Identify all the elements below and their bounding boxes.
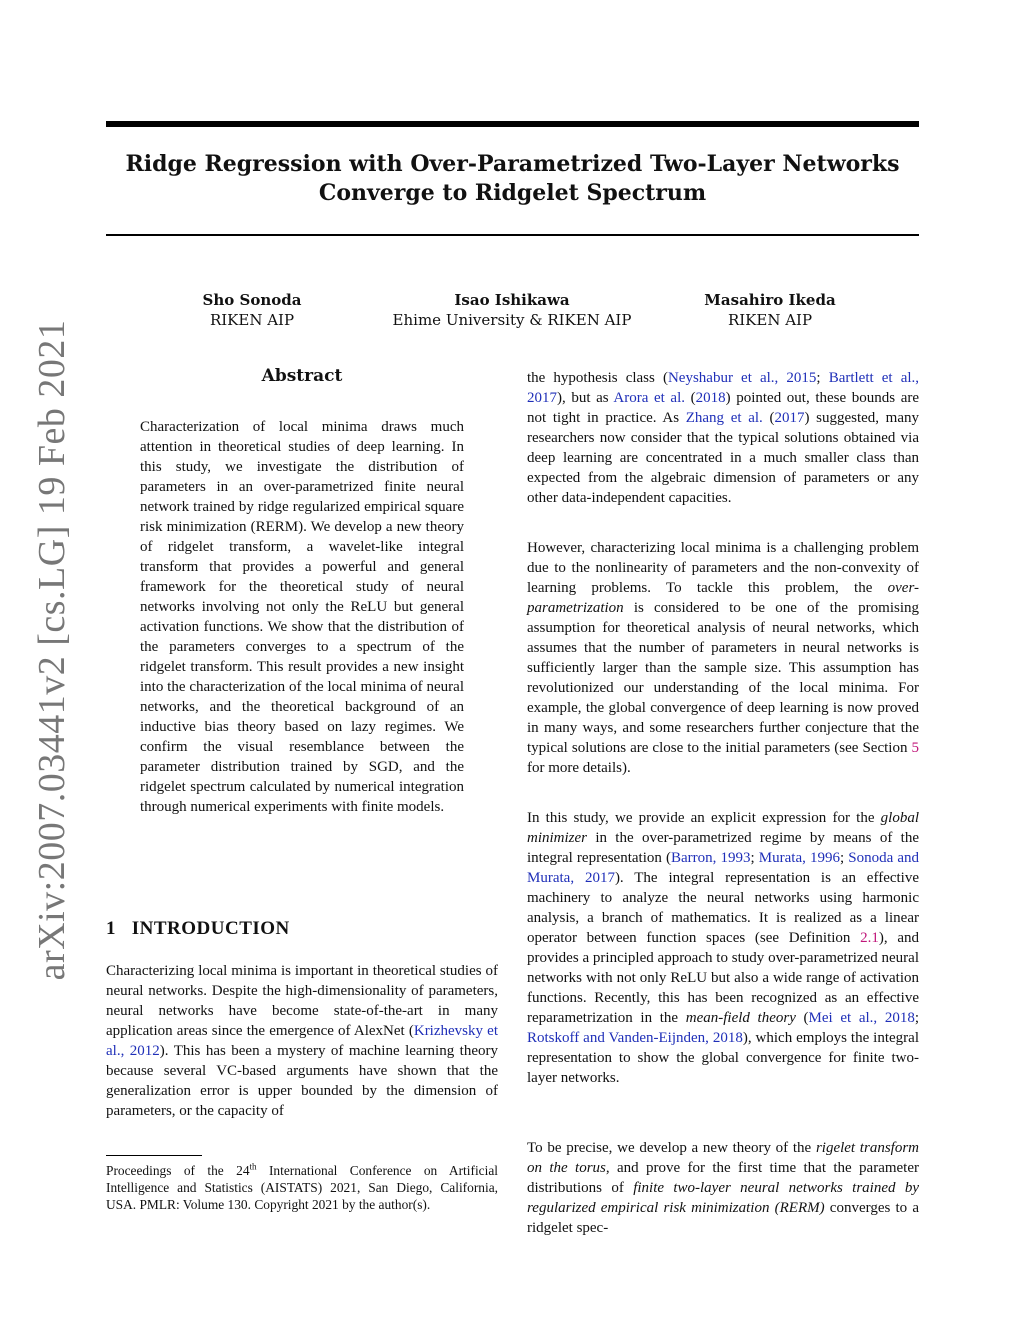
arxiv-identifier-stamp: arXiv:2007.03441v2 [cs.LG] 19 Feb 2021 xyxy=(31,319,73,981)
section-reference-link[interactable]: 5 xyxy=(911,740,919,756)
citation-link[interactable]: 2018 xyxy=(695,390,726,406)
definition-reference-link[interactable]: 2.1 xyxy=(860,930,879,946)
author-block xyxy=(380,290,644,330)
emphasis: global minimizer xyxy=(527,810,919,846)
abstract-heading: Abstract xyxy=(261,366,343,386)
text-run: in the over-parametrized regime by means of the integral representation ( xyxy=(527,830,919,866)
text-run: However, characterizing local minima is a challenging problem due to the nonlinearity of parameters and the non-convexity of learning problems. To tackle this problem, the xyxy=(527,540,919,596)
text-run: ). This has been a mystery of machine learning theory because several VC-based arguments have shown that the generalization error is upper bounded by the dimension of parameters, or the capacity of xyxy=(106,1043,498,1119)
title-bottom-rule xyxy=(106,234,919,236)
author-affiliation: Ehime University & RIKEN AIP xyxy=(392,311,632,329)
citation-link[interactable]: Rotskoff and Vanden-Eijnden, 2018 xyxy=(527,1030,743,1046)
author-block xyxy=(668,290,872,330)
citation-author: Krizhevsky et al. xyxy=(106,1023,498,1059)
citation-author: Bartlett et al. xyxy=(828,370,916,386)
text-run: ) suggested, many researchers now consider that the typical solutions obtained via deep learning are concentrated in a much smaller class than expected from the algebraic dimension of parameters or any other data-independent capacities. xyxy=(527,410,920,506)
text-run: Proceedings of the 24 xyxy=(106,1163,250,1178)
citation-author: Sonoda and Murata xyxy=(527,850,919,886)
author-name: Sho Sonoda xyxy=(202,291,302,309)
text-run: the hypothesis class ( xyxy=(527,370,668,386)
citation-link[interactable]: 2017 xyxy=(774,410,805,426)
citation-year: 2015 xyxy=(786,370,817,386)
citation-year: 2017 xyxy=(584,870,615,886)
intro-paragraph xyxy=(106,961,498,1121)
citation-link[interactable]: Zhang et al. xyxy=(685,410,763,426)
body-paragraph: the hypothesis class (Neyshabur et al., 2015; Bartlett et al., 2017), but as Arora et al. (2018) pointed out, these bounds are not tight in practice. As Zhang et al. (2017) suggested, many researchers now consider that the typical solutions obtained via deep learning are concentrated in a much smaller class than expected from the algebraic dimension of parameters or any other data-independent capacities. xyxy=(527,370,920,506)
citation-link[interactable]: Mei et al., 2018 xyxy=(808,1010,915,1026)
emphasis: over-parametrization xyxy=(527,580,919,616)
text-run: ), and provides a principled approach to study over-parametrized neural networks with not only ReLU but also a wide range of activation functions. Recently, this has been recognized as an effective reparametrization in the xyxy=(527,930,920,1026)
text-run: converges to a ridgelet spec- xyxy=(527,1200,919,1236)
text-run: ( xyxy=(795,1010,809,1026)
emphasis: rigelet transform on the torus xyxy=(527,1140,919,1176)
text-run: International Conference on Artificial Intelligence and Statistics (AISTATS) 2021, San Diego, California, USA. PMLR: Volume 130. Copyright 2021 by the author(s). xyxy=(106,1163,498,1212)
citation-link[interactable]: Bartlett et al., 2017 xyxy=(527,370,920,406)
citation-link[interactable]: Sonoda and Murata, 2017 xyxy=(527,850,919,886)
author-name: Masahiro Ikeda xyxy=(704,291,836,309)
abstract-text: Characterization of local minima draws much attention in theoretical studies of deep learning. In this study, we investigate the distribution of parameters in an over-parametrized finite neural network trained by ridge regularized empirical square risk minimization (RERM). We develop a new theory of ridgelet transform, a wavelet-like integral transform that provides a powerful and general framework for the theoretical study of neural networks involving not only the ReLU but general activation functions. We show that the distribution of the parameters converges to a spectrum of the ridgelet transform. This result provides a new insight into the characterization of the local minima of neural networks, and the theoretical background of an inductive bias theory based on lazy regimes. We confirm the visual resemblance between the parameter distribution trained by SGD, and the ridgelet spectrum calculated by numerical integration through numerical experiments with finite models. xyxy=(140,419,464,815)
author-affiliation: RIKEN AIP xyxy=(727,311,813,329)
paper-title xyxy=(106,150,919,208)
author-affiliation: RIKEN AIP xyxy=(209,311,295,329)
text-run: is considered to be one of the promising assumption for theoretical analysis of neural networks, which assumes that the number of parameters in neural networks is sufficiently larger than the sample size. This assumption has revolutionized our understanding of the local minima. For example, the global convergence of deep learning is now proved in many ways, and some researchers further conjecture that the typical solutions are close to the initial parameters (see Section xyxy=(527,600,919,756)
text-run: for more details). xyxy=(527,760,631,776)
superscript: th xyxy=(249,1161,257,1172)
body-paragraph xyxy=(527,538,919,778)
citation-link[interactable]: Neyshabur et al., 2015 xyxy=(667,370,817,386)
body-paragraph: In this study, we provide an explicit expression for the global minimizer in the over-parametrized regime by means of the integral representation (Barron, 1993; Murata, 1996; Sonoda and Murata, 2017). The integral representation is an effective machinery to analyze the neural networks using harmonic analysis, a branch of mathematics. It is realized as a linear operator between function spaces (see Definition 2.1), and provides a principled approach to study over-parametrized neural networks with not only ReLU but also a wide range of activation functions. Recently, this has been recognized as an effective reparametrization in the mean-field theory (Mei et al., 2018; Rotskoff and Vanden-Eijnden, 2018), which employs the integral representation to show the global convergence for finite two-layer networks. xyxy=(527,810,920,1086)
citation-year: 2012 xyxy=(129,1043,160,1059)
emphasis: mean-field theory xyxy=(685,1010,796,1026)
citation-link[interactable]: Murata, 1996 xyxy=(758,850,840,866)
footnote-rule xyxy=(106,1155,202,1156)
text-run: ) pointed out, these bounds are not tight in practice. As xyxy=(527,390,920,426)
citation-link[interactable]: Arora et al. xyxy=(613,390,685,406)
title-line-1: Ridge Regression with Over-Parametrized Two-Layer Networks xyxy=(125,151,900,177)
text-run: In this study, we provide an explicit expression for the xyxy=(527,810,881,826)
emphasis: finite two-layer neural networks trained by regularized empirical risk minimization (RERM) xyxy=(527,1180,919,1216)
footnote xyxy=(106,1162,498,1213)
text-run: , and prove for the first time that the parameter distributions of xyxy=(527,1160,919,1196)
section-number: 1 xyxy=(106,918,116,939)
citation-link[interactable]: Krizhevsky et al., 2012 xyxy=(106,1023,498,1059)
text-run: ). The integral representation is an effective machinery to analyze the neural networks using harmonic analysis, a branch of mathematics. It is realized as a linear operator between function spaces (see Definition xyxy=(527,870,919,946)
text-run: To be precise, we develop a new theory of the xyxy=(527,1140,816,1156)
author-name: Isao Ishikawa xyxy=(454,291,570,309)
text-run: ), which employs the integral representation to show the global convergence for finite two-layer networks. xyxy=(527,1030,919,1086)
citation-author: Neyshabur et al. xyxy=(667,370,775,386)
title-line-2: Converge to Ridgelet Spectrum xyxy=(318,180,707,206)
section-title: INTRODUCTION xyxy=(131,918,290,939)
top-rule xyxy=(106,121,919,127)
text-run: Characterizing local minima is important in theoretical studies of neural networks. Despite the high-dimensionality of parameters, neural networks have become state-of-the-art in many application areas since the emergence of AlexNet ( xyxy=(106,963,498,1039)
section-heading-introduction xyxy=(106,918,290,940)
citation-link[interactable]: Barron, 1993 xyxy=(670,850,751,866)
body-paragraph xyxy=(527,1138,919,1238)
text-run: ), but as xyxy=(557,390,614,406)
author-block xyxy=(160,290,344,330)
citation-year: 2017 xyxy=(527,390,557,406)
